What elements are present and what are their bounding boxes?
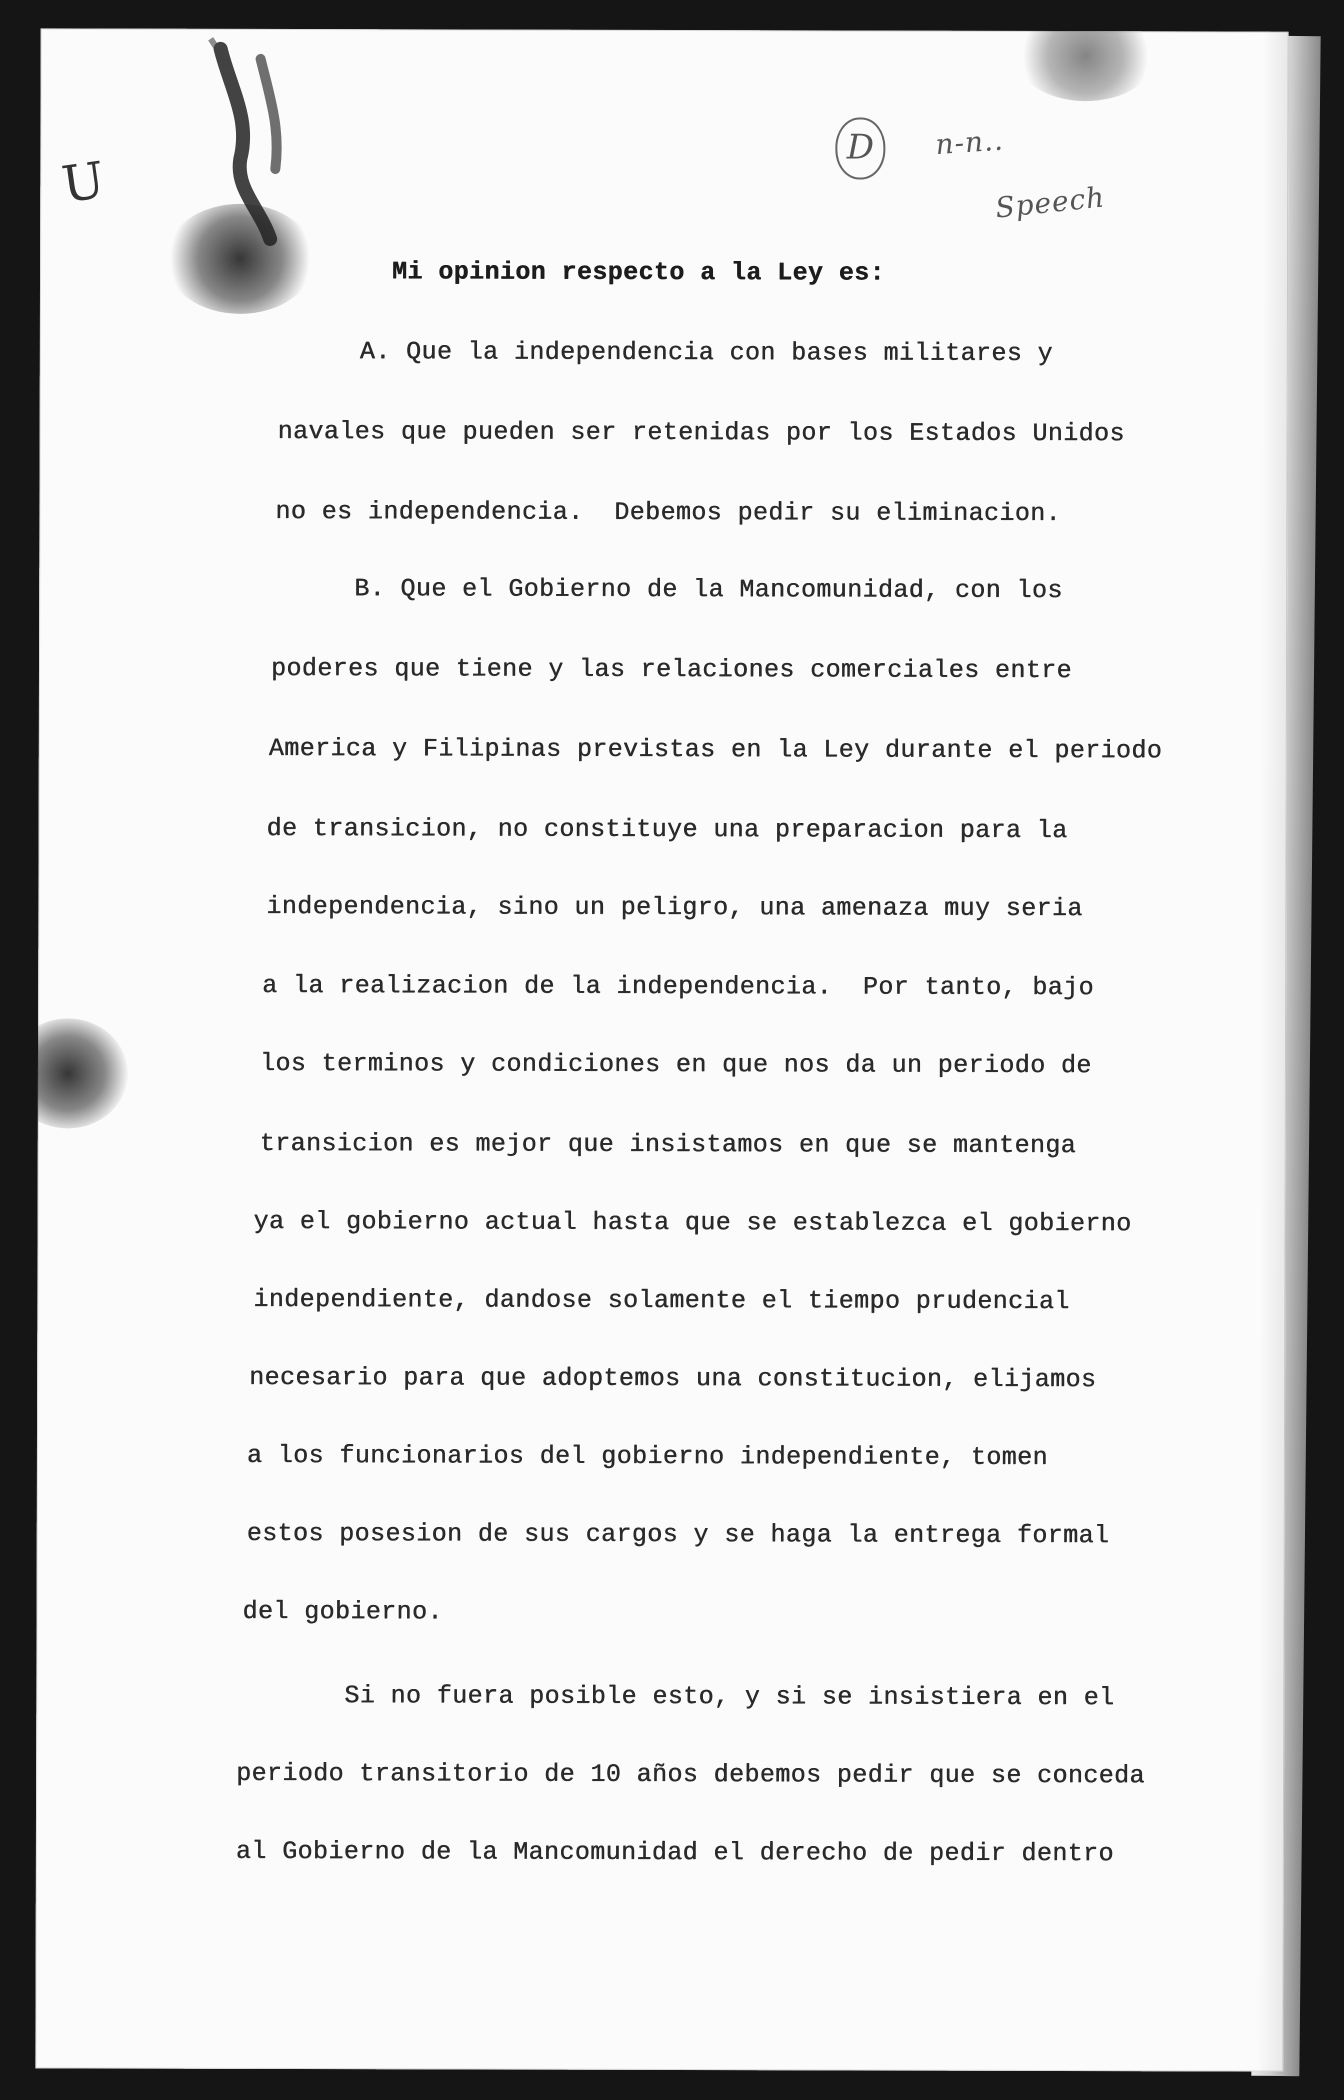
- handwritten-note-line2: Speech: [993, 180, 1107, 225]
- text-line: del gobierno.: [242, 1596, 443, 1627]
- text-line: necesario para que adoptemos una constitucion, elijamos: [249, 1362, 1097, 1395]
- text-line: a la realizacion de la independencia. Por tanto, bajo: [262, 970, 1094, 1003]
- paper-clip-shadow-icon: [190, 29, 321, 279]
- text-line: America y Filipinas previstas en la Ley durante el periodo: [268, 733, 1163, 766]
- page-right-shadow: [1257, 32, 1288, 2072]
- text-line: no es independencia. Debemos pedir su eliminacion.: [275, 496, 1061, 529]
- text-line: ya el gobierno actual hasta que se establezca el gobierno: [253, 1206, 1132, 1239]
- text-line: transicion es mejor que insistamos en que se mantenga: [259, 1128, 1077, 1161]
- text-line: poderes que tiene y las relaciones comerciales entre: [270, 653, 1072, 686]
- text-line: navales que pueden ser retenidas por los Estados Unidos: [277, 416, 1125, 449]
- text-line: a los funcionarios del gobierno independiente, tomen: [246, 1440, 1048, 1473]
- text-line: independencia, sino un peligro, una amenaza muy seria: [266, 891, 1083, 924]
- text-line: estos posesion de sus cargos y se haga la entrega formal: [246, 1518, 1110, 1551]
- text-line: independiente, dandose solamente el tiempo prudencial: [253, 1284, 1070, 1317]
- text-line: Si no fuera posible esto, y si se insistiera en el: [344, 1681, 1115, 1713]
- text-line: periodo transitorio de 10 años debemos pedir que se conceda: [236, 1758, 1145, 1791]
- heading: Mi opinion respecto a la Ley es:: [391, 257, 885, 288]
- circled-letter: D: [835, 117, 885, 179]
- text-line: A. Que la independencia con bases militares y: [359, 337, 1053, 369]
- text-line: B. Que el Gobierno de la Mancomunidad, con los: [354, 574, 1063, 606]
- handwritten-annotation: [815, 105, 1175, 266]
- stain-top-right: [1015, 28, 1155, 101]
- text-line: de transicion, no constituye una preparacion para la: [266, 813, 1068, 846]
- handwritten-note-line1: n-n..: [934, 123, 1005, 162]
- stain-left-margin: [35, 1018, 128, 1128]
- text-line: los terminos y condiciones en que nos da un periodo de: [259, 1048, 1092, 1081]
- text-line: al Gobierno de la Mancomunidad el derecho de pedir dentro: [235, 1836, 1114, 1869]
- margin-mark: U: [58, 150, 109, 215]
- document-page: [35, 28, 1288, 2071]
